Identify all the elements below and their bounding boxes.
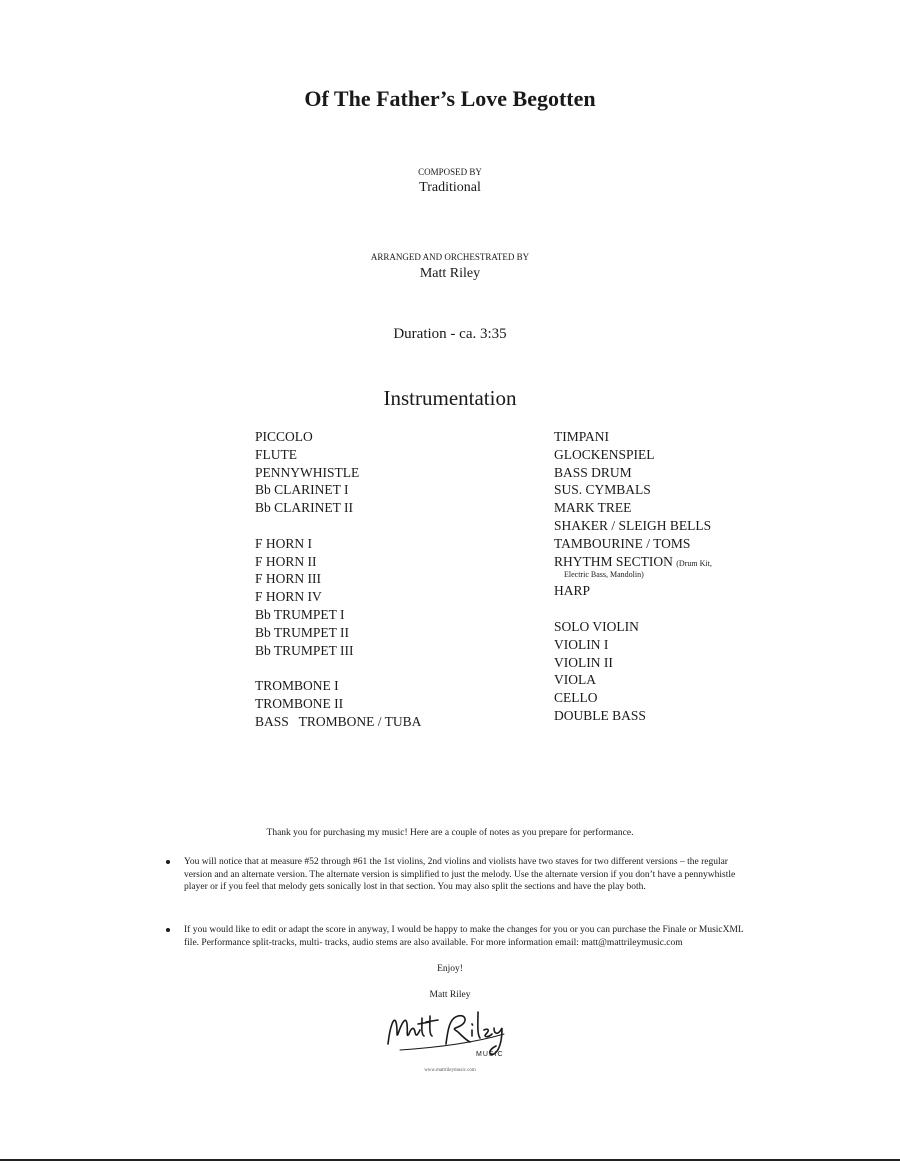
rhythm-section-label: RHYTHM SECTION bbox=[554, 553, 673, 569]
group-spacer bbox=[255, 659, 515, 677]
signature-logo-icon bbox=[380, 1004, 520, 1064]
group-spacer bbox=[554, 600, 774, 618]
composer-name: Traditional bbox=[419, 180, 481, 195]
instrument-item: SHAKER / SLEIGH BELLS bbox=[554, 517, 712, 533]
performance-note-2 bbox=[165, 924, 755, 949]
arranger-name: Matt Riley bbox=[419, 266, 481, 281]
performance-note-1 bbox=[165, 856, 755, 894]
arranged-by-label: ARRANGED AND ORCHESTRATED BY bbox=[370, 252, 530, 262]
instrument-item: BASS DRUM bbox=[554, 464, 632, 480]
rhythm-section-note-continued: Electric Bass, Mandolin) bbox=[564, 570, 644, 580]
thanks-text: Thank you for purchasing my music! Here are a couple of notes as you prepare for performance. bbox=[266, 828, 634, 838]
enjoy-text: Enjoy! bbox=[437, 964, 463, 974]
instrument-item: Bb CLARINET I bbox=[255, 482, 349, 498]
instrumentation-heading: Instrumentation bbox=[383, 386, 517, 410]
instrument-item: PENNYWHISTLE bbox=[255, 464, 360, 480]
group-spacer bbox=[255, 517, 515, 535]
instrument-item: BASS TROMBONE / TUBA bbox=[255, 713, 422, 729]
instrument-item: HARP bbox=[554, 583, 591, 599]
instrument-item: PICCOLO bbox=[255, 429, 313, 444]
instrument-item: Bb TRUMPET III bbox=[255, 642, 354, 658]
instrument-list-right bbox=[554, 428, 774, 725]
instrument-item: F HORN IV bbox=[255, 589, 322, 605]
page-bottom-edge bbox=[0, 1159, 900, 1161]
instrument-item: Bb TRUMPET I bbox=[255, 606, 345, 622]
instrument-item: Bb CLARINET II bbox=[255, 500, 353, 516]
instrument-item: TAMBOURINE / TOMS bbox=[554, 535, 691, 551]
instrument-item: TROMBONE I bbox=[255, 678, 339, 694]
signoff-name: Matt Riley bbox=[429, 990, 471, 1000]
instrument-item: SUS. CYMBALS bbox=[554, 482, 651, 498]
note-text: If you would like to edit or adapt the score in anyway, I would be happy to make the changes for you or you can purchase the Finale or MusicXML file. Performance split-tracks, multi- tracks, audio stems are also available. For more information email: matt@mattrileymusic.com bbox=[165, 924, 755, 949]
rhythm-section-note: (Drum Kit, bbox=[676, 558, 712, 568]
instrument-item: DOUBLE BASS bbox=[554, 707, 646, 723]
instrument-item: FLUTE bbox=[255, 446, 297, 462]
instrument-item: SOLO VIOLIN bbox=[554, 618, 639, 634]
instrument-item: VIOLIN I bbox=[554, 636, 609, 652]
instrument-item: CELLO bbox=[554, 690, 598, 706]
website-text: www.mattrileymusic.com bbox=[424, 1068, 476, 1073]
composed-by-label: COMPOSED BY bbox=[418, 167, 482, 177]
instrument-item: VIOLIN II bbox=[554, 654, 613, 670]
instrument-item: F HORN III bbox=[255, 571, 321, 587]
page-title: Of The Father’s Love Begotten bbox=[304, 86, 596, 111]
instrument-item: MARK TREE bbox=[554, 500, 632, 516]
instrument-item: GLOCKENSPIEL bbox=[554, 446, 655, 462]
signature-logo bbox=[380, 1004, 520, 1064]
instrument-item: Bb TRUMPET II bbox=[255, 624, 350, 640]
instrument-item: F HORN II bbox=[255, 553, 317, 569]
instrument-item: VIOLA bbox=[554, 672, 596, 688]
note-text: You will notice that at measure #52 through #61 the 1st violins, 2nd violins and violists have two staves for two different versions – the regular version and an alternate version. The alternate version is simplified to just the melody. Use the alternate version if you don’t have a pennywhistle player or if you feel that melody gets sonically lost in that section. You may also split the sections and have the play both. bbox=[165, 856, 755, 894]
instrument-item: F HORN I bbox=[255, 535, 313, 551]
logo-music-text: MUSIC bbox=[476, 1051, 504, 1058]
duration-text: Duration - ca. 3:35 bbox=[393, 326, 507, 342]
instrument-list-left bbox=[255, 428, 515, 731]
instrument-item: TROMBONE II bbox=[255, 695, 344, 711]
instrument-item: TIMPANI bbox=[554, 429, 610, 444]
